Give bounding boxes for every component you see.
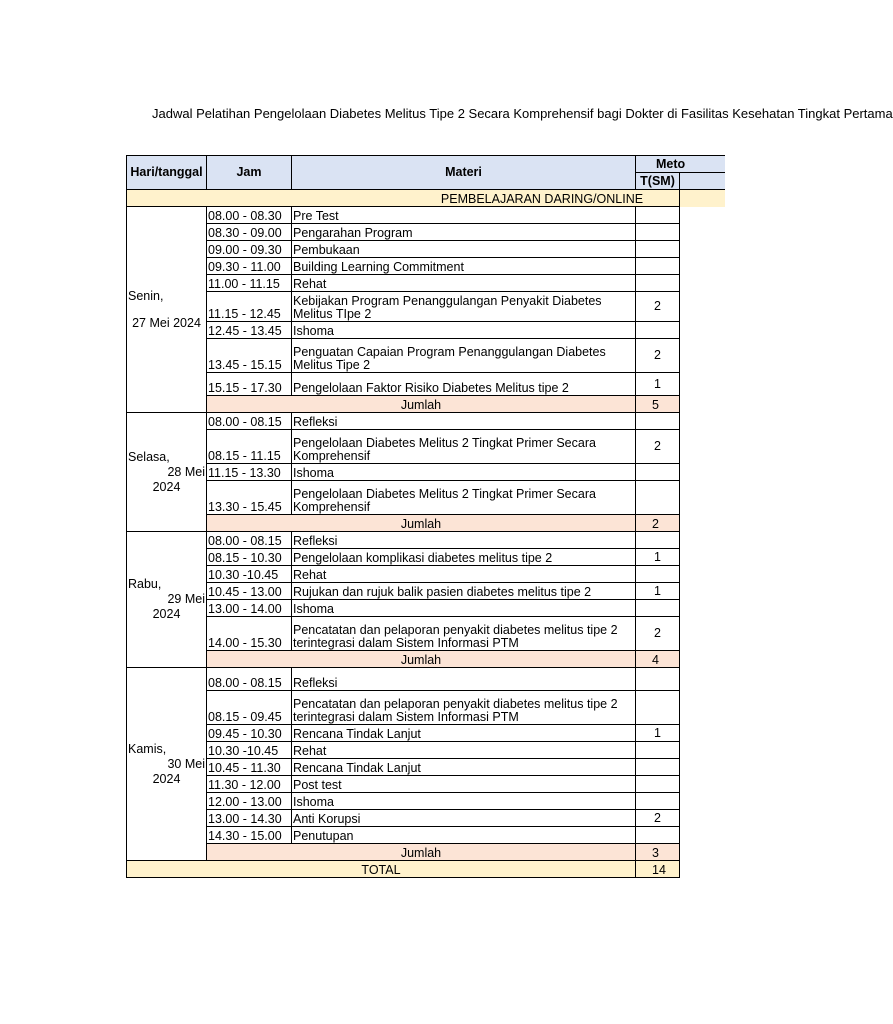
- schedule-row: [127, 532, 725, 549]
- material-cell: Rencana Tindak Lanjut: [292, 759, 636, 776]
- day-year: 2024: [152, 607, 181, 621]
- day-cell: [127, 207, 207, 413]
- day-cell: [127, 668, 207, 861]
- tsm-cell: [636, 224, 680, 241]
- time-cell: 08.00 - 08.15: [207, 413, 292, 430]
- tsm-cell: 2: [636, 292, 680, 322]
- time-cell: 12.00 - 13.00: [207, 793, 292, 810]
- day-cell: [127, 413, 207, 532]
- header-tsm: T(SM): [636, 173, 680, 190]
- material-cell: Pencatatan dan pelaporan penyakit diabetes melitus tipe 2 terintegrasi dalam Sistem Informasi PTM: [292, 617, 636, 651]
- header-method: Meto: [636, 156, 680, 173]
- tsm-cell: [636, 413, 680, 430]
- schedule-row: [127, 583, 725, 600]
- header-method-extension: [680, 156, 725, 173]
- material-cell: Pre Test: [292, 207, 636, 224]
- tsm-cell: [636, 691, 680, 725]
- tsm-cell: [636, 742, 680, 759]
- time-cell: 09.30 - 11.00: [207, 258, 292, 275]
- day-name: Kamis,: [128, 741, 167, 756]
- tsm-cell: 2: [636, 430, 680, 464]
- jumlah-value: 3: [636, 844, 680, 861]
- tsm-cell: [636, 322, 680, 339]
- header-time: Jam: [207, 156, 292, 190]
- material-cell: Refleksi: [292, 532, 636, 549]
- jumlah-row: [127, 396, 725, 413]
- schedule-row: [127, 776, 725, 793]
- schedule-row: [127, 413, 725, 430]
- tsm-cell: [636, 793, 680, 810]
- material-cell: Building Learning Commitment: [292, 258, 636, 275]
- time-cell: 08.00 - 08.30: [207, 207, 292, 224]
- material-cell: Pengelolaan Diabetes Melitus 2 Tingkat Primer Secara Komprehensif: [292, 481, 636, 515]
- tsm-cell: 1: [636, 549, 680, 566]
- jumlah-value: 4: [636, 651, 680, 668]
- material-cell: Kebijakan Program Penanggulangan Penyakit Diabetes Melitus TIpe 2: [292, 292, 636, 322]
- schedule-row: [127, 241, 725, 258]
- schedule-row: [127, 793, 725, 810]
- schedule-row: [127, 759, 725, 776]
- jumlah-row: [127, 651, 725, 668]
- day-year: 2024: [152, 479, 181, 494]
- day-name: Selasa,: [128, 449, 170, 464]
- day-name: Rabu,: [128, 577, 162, 591]
- schedule-row: [127, 464, 725, 481]
- tsm-cell: 1: [636, 725, 680, 742]
- jumlah-label: Jumlah: [207, 396, 636, 413]
- tsm-cell: [636, 481, 680, 515]
- schedule-row: [127, 827, 725, 844]
- schedule-row: [127, 566, 725, 583]
- tsm-cell: [636, 532, 680, 549]
- jumlah-row: [127, 515, 725, 532]
- time-cell: 10.45 - 13.00: [207, 583, 292, 600]
- tsm-cell: [636, 566, 680, 583]
- jumlah-label: Jumlah: [207, 515, 636, 532]
- header-day: Hari/tanggal: [127, 156, 207, 190]
- section-band: PEMBELAJARAN DARING/ONLINE: [127, 190, 680, 207]
- day-date: 29 Mei: [167, 592, 205, 606]
- jumlah-value: 5: [636, 396, 680, 413]
- schedule-row: [127, 617, 725, 651]
- time-cell: 11.00 - 11.15: [207, 275, 292, 292]
- document-title: Jadwal Pelatihan Pengelolaan Diabetes Melitus Tipe 2 Secara Komprehensif bagi Dokter di Fasilitas Kesehatan Tingkat Pertama: [152, 106, 893, 121]
- tsm-cell: 2: [636, 810, 680, 827]
- schedule-row: [127, 373, 725, 396]
- total-label: TOTAL: [127, 861, 636, 878]
- time-cell: 08.00 - 08.15: [207, 668, 292, 691]
- tsm-cell: [636, 827, 680, 844]
- day-cell: [127, 532, 207, 668]
- jumlah-value: 2: [636, 515, 680, 532]
- time-cell: 10.30 -10.45: [207, 566, 292, 583]
- material-cell: Pengelolaan Diabetes Melitus 2 Tingkat Primer Secara Komprehensif: [292, 430, 636, 464]
- schedule-row: [127, 549, 725, 566]
- time-cell: 10.45 - 11.30: [207, 759, 292, 776]
- time-cell: 09.00 - 09.30: [207, 241, 292, 258]
- time-cell: 08.30 - 09.00: [207, 224, 292, 241]
- time-cell: 13.00 - 14.00: [207, 600, 292, 617]
- schedule-row: [127, 810, 725, 827]
- schedule-row: [127, 430, 725, 464]
- schedule-row: [127, 275, 725, 292]
- tsm-cell: 2: [636, 339, 680, 373]
- material-cell: Rehat: [292, 275, 636, 292]
- tsm-cell: [636, 241, 680, 258]
- schedule-table-container: [126, 155, 768, 895]
- material-cell: Rehat: [292, 566, 636, 583]
- schedule-row: [127, 600, 725, 617]
- schedule-row: [127, 742, 725, 759]
- schedule-row: [127, 339, 725, 373]
- day-name: Senin,: [128, 288, 164, 303]
- material-cell: Pengelolaan komplikasi diabetes melitus tipe 2: [292, 549, 636, 566]
- material-cell: Rujukan dan rujuk balik pasien diabetes melitus tipe 2: [292, 583, 636, 600]
- time-cell: 11.30 - 12.00: [207, 776, 292, 793]
- material-cell: Ishoma: [292, 322, 636, 339]
- day-date: 30 Mei: [167, 756, 205, 771]
- section-band-extension: [680, 190, 725, 207]
- material-cell: Ishoma: [292, 464, 636, 481]
- time-cell: 08.15 - 11.15: [207, 430, 292, 464]
- time-cell: 13.45 - 15.15: [207, 339, 292, 373]
- tsm-cell: 1: [636, 583, 680, 600]
- material-cell: Rencana Tindak Lanjut: [292, 725, 636, 742]
- schedule-row: [127, 322, 725, 339]
- time-cell: 10.30 -10.45: [207, 742, 292, 759]
- material-cell: Anti Korupsi: [292, 810, 636, 827]
- schedule-row: [127, 481, 725, 515]
- schedule-row: [127, 224, 725, 241]
- schedule-row: [127, 668, 725, 691]
- material-cell: Pengelolaan Faktor Risiko Diabetes Melitus tipe 2: [292, 373, 636, 396]
- jumlah-row: [127, 844, 725, 861]
- tsm-cell: 2: [636, 617, 680, 651]
- day-date: 28 Mei: [167, 464, 205, 479]
- time-cell: 08.00 - 08.15: [207, 532, 292, 549]
- material-cell: Pencatatan dan pelaporan penyakit diabetes melitus tipe 2 terintegrasi dalam Sistem Informasi PTM: [292, 691, 636, 725]
- material-cell: Pengarahan Program: [292, 224, 636, 241]
- tsm-cell: [636, 464, 680, 481]
- schedule-row: [127, 725, 725, 742]
- tsm-cell: [636, 207, 680, 224]
- time-cell: 08.15 - 10.30: [207, 549, 292, 566]
- time-cell: 11.15 - 12.45: [207, 292, 292, 322]
- time-cell: 09.45 - 10.30: [207, 725, 292, 742]
- schedule-row: [127, 292, 725, 322]
- schedule-table: [126, 155, 725, 878]
- total-value: 14: [636, 861, 680, 878]
- material-cell: Pembukaan: [292, 241, 636, 258]
- time-cell: 08.15 - 09.45: [207, 691, 292, 725]
- time-cell: 14.30 - 15.00: [207, 827, 292, 844]
- schedule-row: [127, 258, 725, 275]
- day-year: 2024: [152, 771, 181, 786]
- material-cell: Penguatan Capaian Program Penanggulangan Diabetes Melitus Tipe 2: [292, 339, 636, 373]
- jumlah-label: Jumlah: [207, 651, 636, 668]
- tsm-cell: [636, 258, 680, 275]
- tsm-cell: [636, 759, 680, 776]
- schedule-row: [127, 691, 725, 725]
- schedule-row: [127, 207, 725, 224]
- material-cell: Refleksi: [292, 668, 636, 691]
- jumlah-label: Jumlah: [207, 844, 636, 861]
- material-cell: Refleksi: [292, 413, 636, 430]
- material-cell: Ishoma: [292, 793, 636, 810]
- header-material: Materi: [292, 156, 636, 190]
- time-cell: 13.30 - 15.45: [207, 481, 292, 515]
- tsm-cell: [636, 275, 680, 292]
- time-cell: 15.15 - 17.30: [207, 373, 292, 396]
- day-date: 27 Mei 2024: [132, 315, 201, 330]
- header-extension: [680, 173, 725, 190]
- time-cell: 11.15 - 13.30: [207, 464, 292, 481]
- time-cell: 12.45 - 13.45: [207, 322, 292, 339]
- time-cell: 14.00 - 15.30: [207, 617, 292, 651]
- material-cell: Rehat: [292, 742, 636, 759]
- tsm-cell: [636, 600, 680, 617]
- material-cell: Penutupan: [292, 827, 636, 844]
- material-cell: Ishoma: [292, 600, 636, 617]
- material-cell: Post test: [292, 776, 636, 793]
- tsm-cell: 1: [636, 373, 680, 396]
- tsm-cell: [636, 776, 680, 793]
- tsm-cell: [636, 668, 680, 691]
- time-cell: 13.00 - 14.30: [207, 810, 292, 827]
